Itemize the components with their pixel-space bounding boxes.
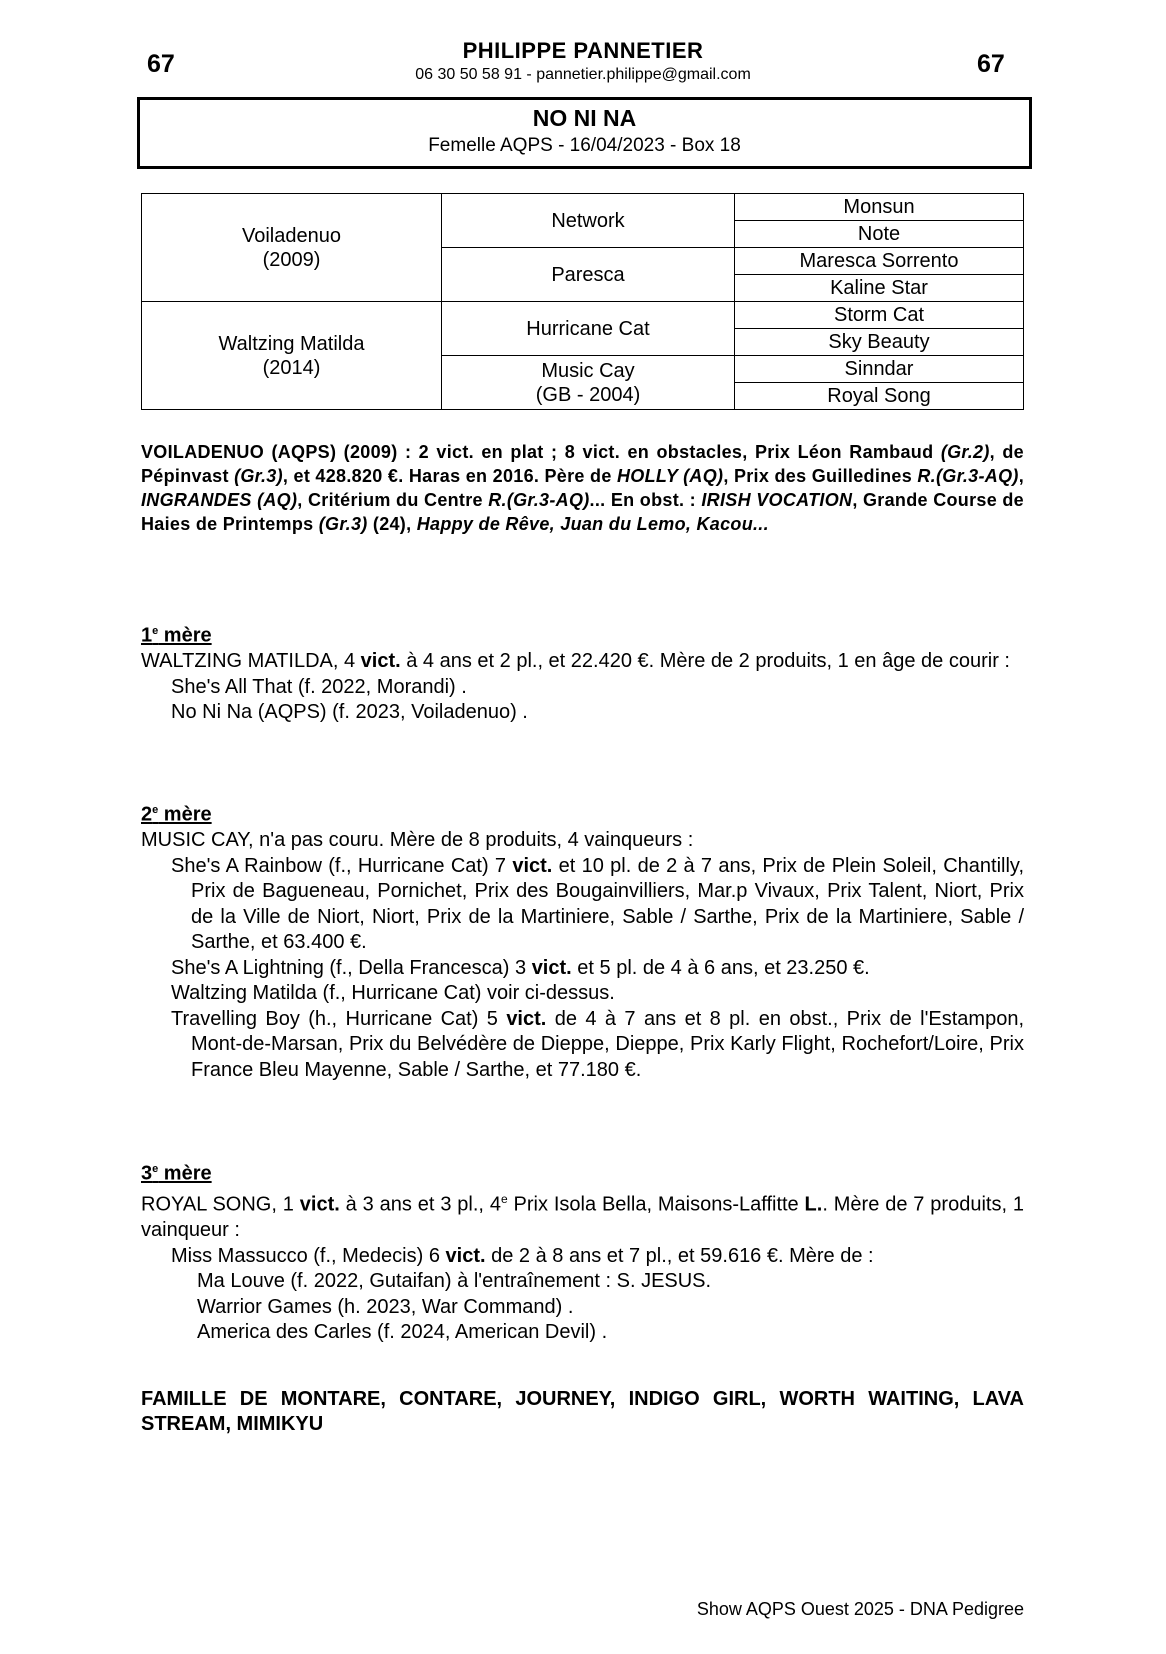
pedigree-sire (142, 194, 442, 302)
horse-info: Femelle AQPS - 16/04/2023 - Box 18 (428, 135, 741, 156)
third-dam-heading: 3e mère (141, 1162, 212, 1185)
list-item: She's A Lightning (f., Della Francesca) 3 vict. et 5 pl. de 4 à 6 ans, et 23.250 €. (171, 956, 870, 979)
lot-number-right: 67 (977, 50, 1005, 78)
dam-year: (2014) (262, 356, 321, 379)
horse-name: NO NI NA (532, 105, 637, 131)
sire-year: (2009) (262, 248, 321, 271)
first-dam-heading: 1e mère (141, 624, 212, 647)
pedigree-table (141, 193, 1024, 410)
sire-name: Voiladenuo (242, 224, 341, 247)
pedigree-dd-dam: Royal Song (735, 383, 1024, 410)
vendor-name: PHILIPPE PANNETIER (462, 38, 704, 63)
list-item: She's A Rainbow (f., Hurricane Cat) 7 vict. et 10 pl. de 2 à 7 ans, Prix de Plein Soleil, Chantilly, Prix de Bagueneau, Pornichet, Prix des Bougainvilliers, Mar.p Vivaux, Prix Talent, Niort, Prix de la Ville de Niort, Niort, Prix de la Martiniere, Sable / Sarthe, Prix de la Martiniere, Sable / Sarthe, et 63.400 €. (171, 854, 1024, 954)
pedigree-sire-dam: Paresca (442, 248, 735, 302)
list-item: Warrior Games (h. 2023, War Command) . (197, 1295, 574, 1318)
list-item: America des Carles (f. 2024, American Devil) . (197, 1321, 608, 1344)
list-item: She's All That (f. 2022, Morandi) . (171, 675, 467, 698)
list-item: Ma Louve (f. 2022, Gutaifan) à l'entraînement : S. JESUS. (197, 1270, 712, 1293)
second-dam-heading: 2e mère (141, 803, 212, 826)
pedigree-dam (142, 302, 442, 410)
vendor-header (0, 38, 1166, 84)
second-dam-intro: MUSIC CAY, n'a pas couru. Mère de 8 produits, 4 vainqueurs : (141, 829, 694, 852)
family-line: FAMILLE DE MONTARE, CONTARE, JOURNEY, INDIGO GIRL, WORTH WAITING, LAVA STREAM, MIMIKYU (141, 1388, 1024, 1435)
horse-title-box (137, 97, 1032, 169)
dam-dam-name: Music Cay (541, 359, 635, 382)
list-item: No Ni Na (AQPS) (f. 2023, Voiladenuo) . (171, 701, 528, 724)
third-dam-intro: ROYAL SONG, 1 vict. à 3 ans et 3 pl., 4e Prix Isola Bella, Maisons-Laffitte L.. Mère de 7 produits, 1 vainqueur : (141, 1192, 1024, 1242)
third-dam-section (141, 1157, 1024, 1346)
dam-name: Waltzing Matilda (218, 332, 365, 355)
first-dam-section (141, 619, 1024, 726)
sire-paragraph: VOILADENUO (AQPS) (2009) : 2 vict. en plat ; 8 vict. en obstacles, Prix Léon Rambaud (Gr.2), de Pépinvast (Gr.3), et 428.820 €. Haras en 2016. Père de HOLLY (AQ), Prix des Guilledines R.(Gr.3-AQ), INGRANDES (AQ), Critérium du Centre R.(Gr.3-AQ)... En obst. : IRISH VOCATION, Grande Course de Haies de Printemps (Gr.3) (24), Happy de Rêve, Juan du Lemo, Kacou... (141, 442, 1024, 534)
pedigree-dd-sire: Sinndar (735, 356, 1024, 383)
second-dam-section (141, 798, 1024, 1083)
list-item: Waltzing Matilda (f., Hurricane Cat) voir ci-dessus. (171, 982, 615, 1005)
vendor-contact: 06 30 50 58 91 - pannetier.philippe@gmail.com (415, 66, 751, 83)
first-dam-intro: WALTZING MATILDA, 4 vict. à 4 ans et 2 pl., et 22.420 €. Mère de 2 produits, 1 en âge de courir : (141, 650, 1010, 673)
pedigree-sd-dam: Kaline Star (735, 275, 1024, 302)
pedigree-ds-dam: Sky Beauty (735, 329, 1024, 356)
pedigree-dam-dam (442, 356, 735, 410)
dam-dam-origin: (GB - 2004) (535, 383, 641, 406)
pedigree-ss-dam: Note (735, 221, 1024, 248)
list-item: Travelling Boy (h., Hurricane Cat) 5 vict. de 4 à 7 ans et 8 pl. en obst., Prix de l'Estampon, Mont-de-Marsan, Prix du Belvédère de Dieppe, Dieppe, Prix Karly Flight, Rochefort/Loire, Prix France Bleu Mayenne, Sable / Sarthe, et 77.180 €. (171, 1007, 1025, 1081)
list-item: Miss Massucco (f., Medecis) 6 vict. de 2 à 8 ans et 7 pl., et 59.616 €. Mère de : (171, 1244, 874, 1267)
page-footer: Show AQPS Ouest 2025 - DNA Pedigree (696, 1599, 1024, 1619)
pedigree-sire-sire: Network (442, 194, 735, 248)
pedigree-dam-sire: Hurricane Cat (442, 302, 735, 356)
pedigree-sd-sire: Maresca Sorrento (735, 248, 1024, 275)
lot-number-left: 67 (147, 50, 175, 78)
pedigree-ss-sire: Monsun (735, 194, 1024, 221)
pedigree-ds-sire: Storm Cat (735, 302, 1024, 329)
